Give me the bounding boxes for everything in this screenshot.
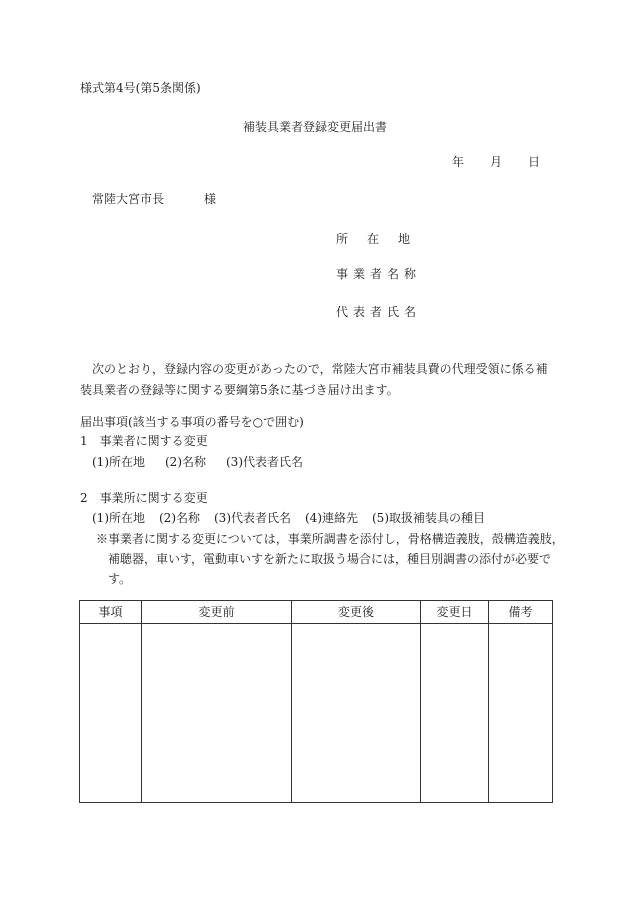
date-line (452, 156, 540, 168)
table-cell-change-date[interactable] (421, 624, 489, 803)
section2-option: (5)取扱補装具の種目 (372, 511, 485, 525)
column-header-after: 変更後 (292, 601, 421, 624)
items-heading: 届出事項(該当する事項の番号を○で囲む) (80, 415, 304, 429)
addressee-name: 常陸大宮市長 (92, 192, 165, 206)
section1-option: (3)代表者氏名 (226, 455, 303, 469)
table-cell-before[interactable] (142, 624, 292, 803)
table-cell-after[interactable] (292, 624, 421, 803)
date-year-label: 年 (452, 155, 465, 169)
applicant-location-label: 所在地 (336, 232, 430, 246)
section2-options (92, 512, 499, 524)
addressee-honorific: 様 (204, 192, 217, 206)
addressee (92, 193, 216, 205)
date-day-label: 日 (528, 155, 541, 169)
applicant-business-name-label: 事業者名称 (336, 267, 422, 281)
section1-title: 1 事業者に関する変更 (80, 434, 208, 448)
table-header-row (80, 601, 553, 624)
section2-option: (4)連絡先 (305, 511, 358, 525)
column-header-item: 事項 (80, 601, 142, 624)
section2-option: (1)所在地 (92, 511, 145, 525)
section1-options (92, 456, 323, 468)
section1-option: (1)所在地 (92, 455, 145, 469)
changes-table (79, 600, 553, 803)
applicant-representative-label: 代表者氏名 (336, 305, 422, 319)
section2-note: ※事業者に関する変更については，事業所調書を添付し，骨格構造義肢，殻構造義肢，補聴器，車いす，電動車いすを新たに取扱う場合には，種目別調書の添付が必要です。 (96, 532, 564, 586)
column-header-remarks: 備考 (489, 601, 553, 624)
table-row (80, 624, 553, 803)
form-number: 様式第4号(第5条関係) (80, 81, 201, 95)
table-cell-remarks[interactable] (489, 624, 553, 803)
section2-option: (3)代表者氏名 (214, 511, 291, 525)
table-cell-item[interactable] (80, 624, 142, 803)
section1-option: (2)名称 (165, 455, 206, 469)
document-title: 補装具業者登録変更届出書 (242, 120, 387, 134)
date-month-label: 月 (490, 155, 503, 169)
body-paragraph: 次のとおり，登録内容の変更があったので，常陸大宮市補装具費の代理受領に係る補装具業者の登録等に関する要綱第5条に基づき届け出ます。 (80, 362, 548, 397)
section2-option: (2)名称 (159, 511, 200, 525)
column-header-before: 変更前 (142, 601, 292, 624)
column-header-change-date: 変更日 (421, 601, 489, 624)
section2-title: 2 事業所に関する変更 (80, 491, 208, 505)
